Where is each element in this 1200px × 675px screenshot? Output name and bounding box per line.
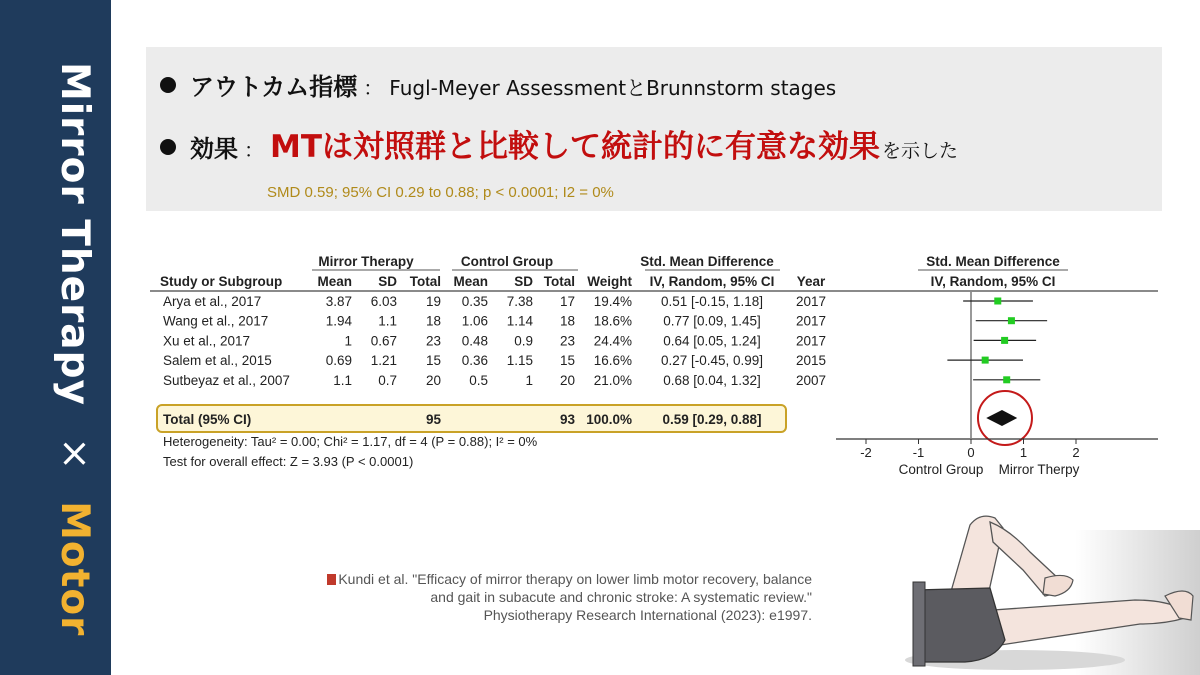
total-ci: 0.59 [0.29, 0.88] (662, 412, 762, 427)
cell-sd1: 0.7 (378, 372, 397, 388)
study-rows (163, 294, 826, 388)
outcome-text: Fugl-Meyer AssessmentとBrunnstorm stages (389, 76, 837, 100)
x-label-left: Control Group (898, 462, 984, 477)
citation-text-1: Kundi et al. "Efficacy of mirror therapy on lower limb motor recovery, balance (338, 571, 812, 587)
cell-sd2: 1.15 (506, 353, 533, 369)
cell-n1: 23 (425, 333, 441, 349)
cell-n2: 18 (559, 313, 575, 329)
cell-m2: 1.06 (461, 313, 488, 329)
cell-study: Wang et al., 2017 (163, 313, 269, 329)
cell-ci: 0.77 [0.09, 1.45] (663, 313, 761, 329)
forest-plot-area (836, 292, 1158, 477)
cell-sd1: 1.21 (370, 353, 397, 369)
cell-m1: 1.1 (333, 372, 352, 388)
cell-m2: 0.35 (461, 294, 488, 309)
effect-separator: ： (244, 138, 264, 162)
cell-study: Salem et al., 2015 (163, 353, 272, 369)
col-sd-cg: SD (514, 274, 533, 289)
cell-sd2: 0.9 (514, 333, 533, 349)
cell-sd1: 0.67 (370, 333, 397, 349)
x-tick-label: 0 (967, 445, 975, 460)
total-n-cg: 93 (559, 412, 575, 427)
cell-m2: 0.36 (461, 353, 488, 369)
title-times-sign: × (52, 430, 97, 477)
header-smd-plot: Std. Mean Difference (926, 254, 1060, 269)
cell-weight: 19.4% (593, 294, 632, 309)
cell-m1: 1.94 (325, 313, 352, 329)
outcome-label: アウトカム指標 (190, 73, 358, 101)
leg-exercise-illustration (895, 500, 1200, 675)
cell-sd2: 7.38 (506, 294, 533, 309)
cell-n1: 18 (425, 313, 441, 329)
cell-m2: 0.5 (469, 372, 488, 388)
col-total-cg: Total (543, 274, 575, 289)
citation-line-3: Physiotherapy Research International (2023): e1997. (483, 607, 812, 623)
col-mean-cg: Mean (453, 274, 488, 289)
table-row (163, 333, 826, 348)
pooled-diamond (986, 410, 1017, 426)
cell-year: 2017 (795, 313, 827, 329)
col-ci: IV, Random, 95% CI (649, 274, 775, 289)
cell-study: Arya et al., 2017 (163, 294, 262, 309)
cell-n1: 15 (425, 353, 441, 369)
table-row (163, 373, 826, 388)
study-marker (994, 298, 1001, 305)
cell-ci: 0.27 [-0.45, 0.99] (660, 353, 764, 369)
citation-line-1 (280, 570, 812, 588)
cell-weight: 18.6% (593, 313, 632, 329)
cell-n2: 20 (559, 372, 575, 388)
col-study: Study or Subgroup (160, 274, 283, 289)
col-sd-mt: SD (378, 274, 397, 289)
table-row (163, 314, 826, 329)
study-marker (1008, 317, 1015, 324)
effect-highlight: MTは対照群と比較して統計的に有意な効果 (270, 129, 880, 165)
cell-ci: 0.64 [0.05, 1.24] (663, 333, 761, 349)
study-marker (1003, 376, 1010, 383)
shorts-shape (915, 588, 1005, 662)
x-tick-label: 2 (1072, 445, 1080, 460)
cell-n1: 20 (425, 372, 441, 388)
cell-n1: 19 (425, 294, 441, 309)
study-marker (982, 357, 989, 364)
title-motor: Motor (52, 501, 97, 637)
outcome-separator: ： (363, 76, 384, 100)
cell-m2: 0.48 (461, 333, 488, 349)
cell-study: Xu et al., 2017 (163, 333, 251, 349)
x-tick-label: 1 (1019, 445, 1028, 460)
cell-weight: 24.4% (593, 333, 632, 349)
col-year: Year (796, 274, 826, 289)
x-label-right: Mirror Therpy (998, 462, 1080, 477)
overall-effect-text: Test for overall effect: Z = 3.93 (P < 0.0001) (163, 454, 414, 469)
total-label: Total (95% CI) (163, 412, 252, 427)
study-marker (1001, 337, 1008, 344)
cell-year: 2015 (795, 353, 827, 369)
cell-m1: 0.69 (325, 353, 352, 369)
cell-m1: 3.87 (325, 294, 352, 309)
cell-n2: 23 (559, 333, 575, 349)
book-icon (327, 574, 336, 585)
cell-weight: 21.0% (593, 372, 632, 388)
col-total-mt: Total (409, 274, 441, 289)
header-control-group: Control Group (460, 254, 554, 269)
cell-study: Sutbeyaz et al., 2007 (163, 372, 290, 388)
table-row (163, 353, 826, 368)
header-smd-table: Std. Mean Difference (640, 254, 774, 269)
cell-year: 2017 (795, 294, 827, 309)
cell-sd1: 1.1 (378, 313, 397, 329)
col-weight: Weight (587, 274, 632, 289)
cell-sd1: 6.03 (370, 294, 397, 309)
heterogeneity-text: Heterogeneity: Tau² = 0.00; Chi² = 1.17, df = 4 (P = 0.88); I² = 0% (163, 434, 538, 449)
smd-summary: SMD 0.59; 95% CI 0.29 to 0.88; p < 0.0001; I2 = 0% (267, 184, 614, 201)
effect-tail: を示した (882, 140, 959, 162)
table-row (163, 294, 826, 309)
citation (280, 570, 812, 624)
x-tick-label: -1 (912, 445, 925, 460)
cell-ci: 0.51 [-0.15, 1.18] (660, 294, 764, 309)
cell-m1: 1 (344, 333, 352, 349)
x-tick-label: -2 (860, 445, 872, 460)
citation-line-2: and gait in subacute and chronic stroke: A systematic review." (430, 589, 812, 605)
cell-sd2: 1.14 (506, 313, 533, 329)
col-mean-mt: Mean (317, 274, 352, 289)
total-weight: 100.0% (586, 412, 632, 427)
title-mirror-therapy: Mirror Therapy (52, 62, 97, 406)
cell-weight: 16.6% (593, 353, 632, 369)
header-mirror-therapy: Mirror Therapy (318, 254, 414, 269)
cell-n2: 17 (559, 294, 575, 309)
cell-year: 2007 (795, 372, 827, 388)
cell-ci: 0.68 [0.04, 1.32] (663, 372, 761, 388)
waistband-shape (913, 582, 925, 666)
cell-n2: 15 (559, 353, 575, 369)
effect-label: 効果 (190, 135, 238, 163)
total-n-mt: 95 (425, 412, 441, 427)
cell-sd2: 1 (525, 372, 533, 388)
cell-year: 2017 (795, 333, 827, 349)
col-plot-ci: IV, Random, 95% CI (930, 274, 1056, 289)
